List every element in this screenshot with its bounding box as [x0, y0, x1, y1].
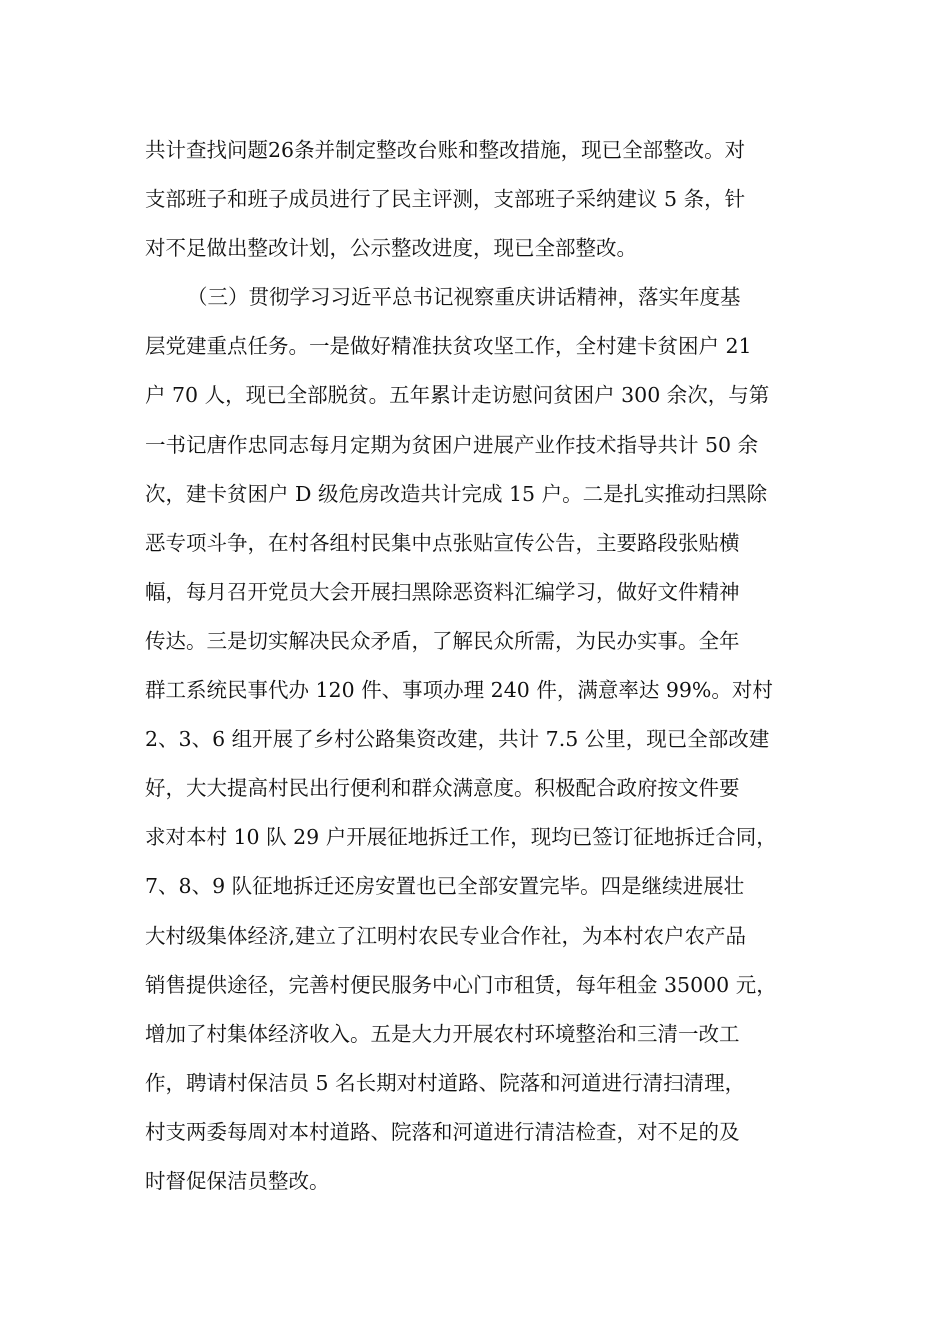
- text-line: 求对本村 10 队 29 户开展征地拆迁工作，现均已签订征地拆迁合同，: [145, 825, 777, 850]
- text-line: 群工系统民事代办 120 件、事项办理 240 件，满意率达 99%。对村: [145, 678, 773, 703]
- text-line: 作，聘请村保洁员 5 名长期对村道路、院落和河道进行清扫清理，: [145, 1070, 746, 1095]
- paragraph-start-line: （三）贯彻学习习近平总书记视察重庆讲话精神，落实年度基: [187, 285, 741, 310]
- text-line: 2、3、6 组开展了乡村公路集资改建，共计 7.5 公里，现已全部改建: [145, 727, 770, 752]
- text-line: 对不足做出整改计划，公示整改进度，现已全部整改。: [145, 236, 637, 261]
- text-line: 好，大大提高村民出行便利和群众满意度。积极配合政府按文件要: [145, 776, 740, 801]
- text-line: 一书记唐作忠同志每月定期为贫困户进展产业作技术指导共计 50 余: [145, 432, 759, 457]
- text-line: 户 70 人，现已全部脱贫。五年累计走访慰问贫困户 300 余次，与第: [145, 383, 770, 408]
- text-line: 次，建卡贫困户 D 级危房改造共计完成 15 户。二是扎实推动扫黑除: [145, 481, 768, 506]
- text-line: 7、8、9 队征地拆迁还房安置也已全部安置完毕。四是继续进展壮: [145, 874, 745, 899]
- text-line: 幅，每月召开党员大会开展扫黑除恶资料汇编学习，做好文件精神: [145, 579, 740, 604]
- text-line: 销售提供途径，完善村便民服务中心门市租赁，每年租金 35000 元，: [145, 972, 777, 997]
- text-line: 共计查找问题26条并制定整改台账和整改措施，现已全部整改。对: [145, 138, 746, 162]
- text-line: 传达。三是切实解决民众矛盾，了解民众所需，为民办实事。全年: [145, 628, 740, 653]
- text-line: 恶专项斗争，在村各组村民集中点张贴宣传公告，主要路段张贴横: [145, 530, 740, 555]
- text-line: 时督促保洁员整改。: [145, 1168, 330, 1193]
- body-text: [145, 126, 810, 1206]
- text-line: 增加了村集体经济收入。五是大力开展农村环境整治和三清一改工: [145, 1021, 740, 1046]
- text-line: 大村级集体经济,建立了江明村农民专业合作社，为本村农户农产品: [145, 923, 747, 948]
- text-line: 村支两委每周对本村道路、院落和河道进行清洁检查，对不足的及: [145, 1119, 740, 1144]
- text-line: 支部班子和班子成员进行了民主评测，支部班子采纳建议 5 条，针: [145, 187, 746, 212]
- text-line: 层党建重点任务。一是做好精准扶贫攻坚工作，全村建卡贫困户 21: [145, 334, 752, 359]
